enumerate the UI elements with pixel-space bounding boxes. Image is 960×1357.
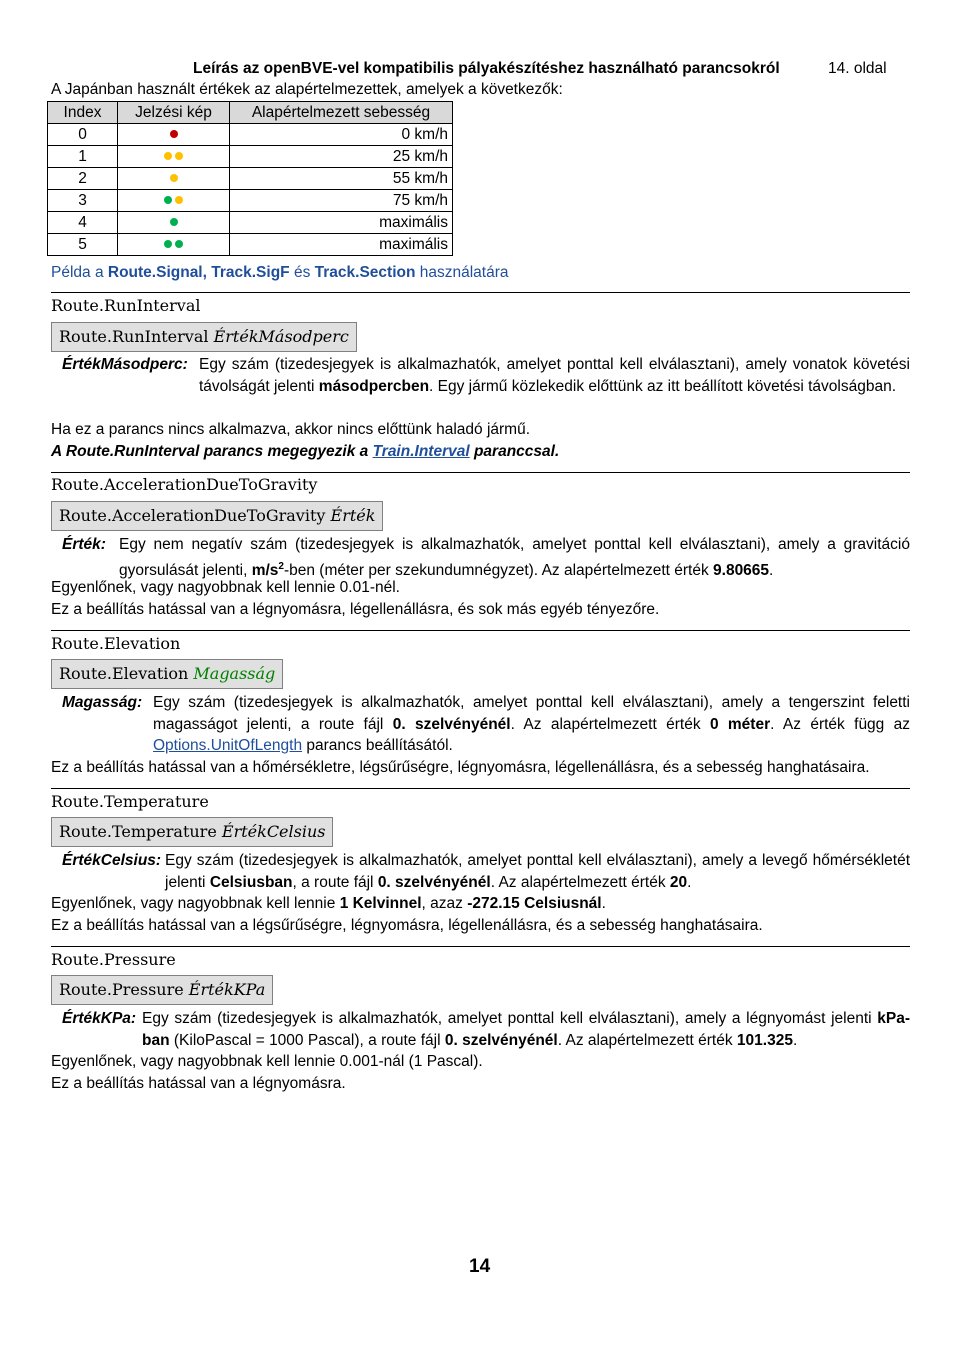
signal-yellow-dot-icon: [170, 174, 178, 182]
param-name: ÉrtékCelsius:: [62, 852, 162, 869]
signal-green-dot-icon: [175, 240, 183, 248]
command-arg: ÉrtékKPa: [188, 980, 266, 999]
intro-text: A Japánban használt értékek az alapértelmezettek, amelyek a következők:: [51, 81, 563, 98]
route-signal-link[interactable]: Route.Signal: [107, 264, 203, 281]
cell-speed: maximális: [230, 234, 453, 256]
note-pressure-1: Egyenlőnek, vagy nagyobbnak kell lennie 0.001-nál (1 Pascal).: [51, 1053, 483, 1070]
section-title-accel: Route.AccelerationDueToGravity: [51, 475, 318, 494]
signal-green-dot-icon: [170, 218, 178, 226]
note-temperature-2: Ez a beállítás hatással van a légsűrűségre, légnyomásra, légellenállásra, és a sebesség hanghatásaira.: [51, 917, 763, 934]
example-sep2: és: [289, 264, 315, 281]
section-rule: [51, 292, 910, 293]
param-name: Érték:: [62, 536, 106, 553]
table-row: [48, 190, 453, 212]
section-rule: [51, 788, 910, 789]
param-name: ÉrtékKPa:: [62, 1010, 137, 1027]
cell-index: 4: [48, 212, 118, 234]
table-row: [48, 234, 453, 256]
param-text: Egy szám (tizedesjegyek is alkalmazhatók, amelyet ponttal kell elválasztani), amely a levegő hőmérsékletét jelenti Celsiusban, a route fájl 0. szelvényénél. Az alapértelmezett érték 20.: [165, 852, 910, 891]
table-row: [48, 212, 453, 234]
cell-speed: 0 km/h: [230, 124, 453, 146]
note-elevation-1: Ez a beállítás hatással van a hőmérsékletre, légsűrűségre, légnyomásra, légellenállásra, és a sebesség hanghatásaira.: [51, 759, 870, 776]
command-name: Route.AccelerationDueToGravity: [59, 506, 326, 525]
command-name: Route.Pressure: [59, 980, 184, 999]
example-links: [51, 264, 509, 282]
cell-signal: [118, 190, 230, 212]
note-runinterval-1: Ha ez a parancs nincs alkalmazva, akkor nincs előttünk haladó jármű.: [51, 421, 531, 438]
section-title-elevation: Route.Elevation: [51, 634, 181, 653]
command-box-pressure: [51, 975, 273, 1005]
unitoflength-link[interactable]: Options.UnitOfLength: [153, 737, 303, 754]
param-name: Magasság:: [62, 694, 143, 711]
command-box-runinterval: [51, 322, 357, 352]
param-text: Egy szám (tizedesjegyek is alkalmazhatók, amelyet ponttal kell elválasztani), amely a tengerszint feletti magasságot jelenti, a route fájl 0. szelvényénél. Az alapértelmezett érték 0 méter. Az érték függ az Options.UnitOfLength parancs beállításától.: [153, 694, 911, 754]
table-row: [48, 168, 453, 190]
command-name: Route.Elevation: [59, 664, 189, 683]
section-title-runinterval: Route.RunInterval: [51, 296, 201, 315]
signal-yellow-dot-icon: [175, 196, 183, 204]
param-accel: [62, 534, 910, 581]
table-header-row: [48, 102, 453, 124]
param-pressure: [62, 1008, 910, 1051]
signal-green-dot-icon: [164, 240, 172, 248]
track-sigf-link[interactable]: Track.SigF: [211, 264, 290, 281]
header-signal: Jelzési kép: [118, 102, 230, 124]
cell-index: 1: [48, 146, 118, 168]
note-accel-2: Ez a beállítás hatással van a légnyomásra, légellenállásra, és sok más egyéb tényezőre.: [51, 601, 660, 618]
note-pressure-2: Ez a beállítás hatással van a légnyomásra.: [51, 1075, 346, 1092]
header-speed: Alapértelmezett sebesség: [230, 102, 453, 124]
cell-signal: [118, 168, 230, 190]
signal-yellow-dot-icon: [164, 152, 172, 160]
cell-index: 5: [48, 234, 118, 256]
table-row: [48, 124, 453, 146]
note-accel-1: Egyenlőnek, vagy nagyobbnak kell lennie 0.01-nél.: [51, 579, 400, 596]
command-arg: Érték: [330, 506, 376, 525]
table-row: [48, 146, 453, 168]
command-name: Route.Temperature: [59, 822, 217, 841]
command-box-temperature: [51, 817, 333, 847]
track-section-link[interactable]: Track.Section: [314, 264, 416, 281]
cell-index: 3: [48, 190, 118, 212]
command-arg: Magasság: [193, 664, 276, 683]
example-prefix: Példa a: [51, 264, 108, 281]
header-index: Index: [48, 102, 118, 124]
signal-green-dot-icon: [164, 196, 172, 204]
command-name: Route.RunInterval: [59, 327, 209, 346]
command-arg: ÉrtékMásodperc: [213, 327, 349, 346]
cell-signal: [118, 212, 230, 234]
cell-signal: [118, 234, 230, 256]
param-text: Egy nem negatív szám (tizedesjegyek is alkalmazhatók, amelyet ponttal kell elválasztani), amely a gravitáció gyorsulását jelenti, $m/s^2$-ben (méter per szekundumnégyzet). Az alapértelmezett érték 9.80665.: [119, 536, 910, 579]
note-temperature-1: Egyenlőnek, vagy nagyobbnak kell lennie 1 Kelvinnel, azaz -272.15 Celsiusnál.: [51, 895, 606, 912]
signal-red-dot-icon: [170, 130, 178, 138]
command-box-accel: [51, 501, 383, 531]
param-elevation: [62, 692, 910, 757]
section-title-temperature: Route.Temperature: [51, 792, 209, 811]
param-runinterval: [62, 354, 910, 397]
param-text: Egy szám (tizedesjegyek is alkalmazhatók, amelyet ponttal kell elválasztani), amely a légnyomást jelenti kPa-ban (KiloPascal = 1000 Pascal), a route fájl 0. szelvényénél. Az alapértelmezett érték 101.325.: [142, 1010, 910, 1049]
train-interval-link[interactable]: Train.Interval: [372, 443, 470, 460]
cell-speed: 75 km/h: [230, 190, 453, 212]
param-name: ÉrtékMásodperc:: [62, 356, 188, 373]
example-suffix: használatára: [415, 264, 509, 281]
cell-speed: 25 km/h: [230, 146, 453, 168]
signal-table: [47, 101, 453, 256]
header-page-label: 14. oldal: [828, 60, 887, 77]
cell-speed: 55 km/h: [230, 168, 453, 190]
param-text: Egy szám (tizedesjegyek is alkalmazhatók, amelyet ponttal kell elválasztani), amely vonatok követési távolságát jelenti másodpercben. Egy jármű közlekedik előttünk az itt beállított követési távolságban.: [199, 356, 910, 395]
param-temperature: [62, 850, 910, 893]
page-number: 14: [469, 1256, 491, 1277]
example-sep1: ,: [202, 264, 212, 281]
cell-signal: [118, 146, 230, 168]
cell-index: 2: [48, 168, 118, 190]
cell-speed: maximális: [230, 212, 453, 234]
section-rule: [51, 946, 910, 947]
command-arg: ÉrtékCelsius: [221, 822, 326, 841]
signal-yellow-dot-icon: [175, 152, 183, 160]
header-title: Leírás az openBVE-vel kompatibilis pályakészítéshez használható parancsokról: [193, 60, 780, 77]
section-rule: [51, 630, 910, 631]
cell-index: 0: [48, 124, 118, 146]
command-box-elevation: [51, 659, 283, 689]
section-rule: [51, 472, 910, 473]
cell-signal: [118, 124, 230, 146]
section-title-pressure: Route.Pressure: [51, 950, 176, 969]
note-runinterval-2: A Route.RunInterval parancs megegyezik a Train.Interval paranccsal.: [51, 443, 560, 460]
